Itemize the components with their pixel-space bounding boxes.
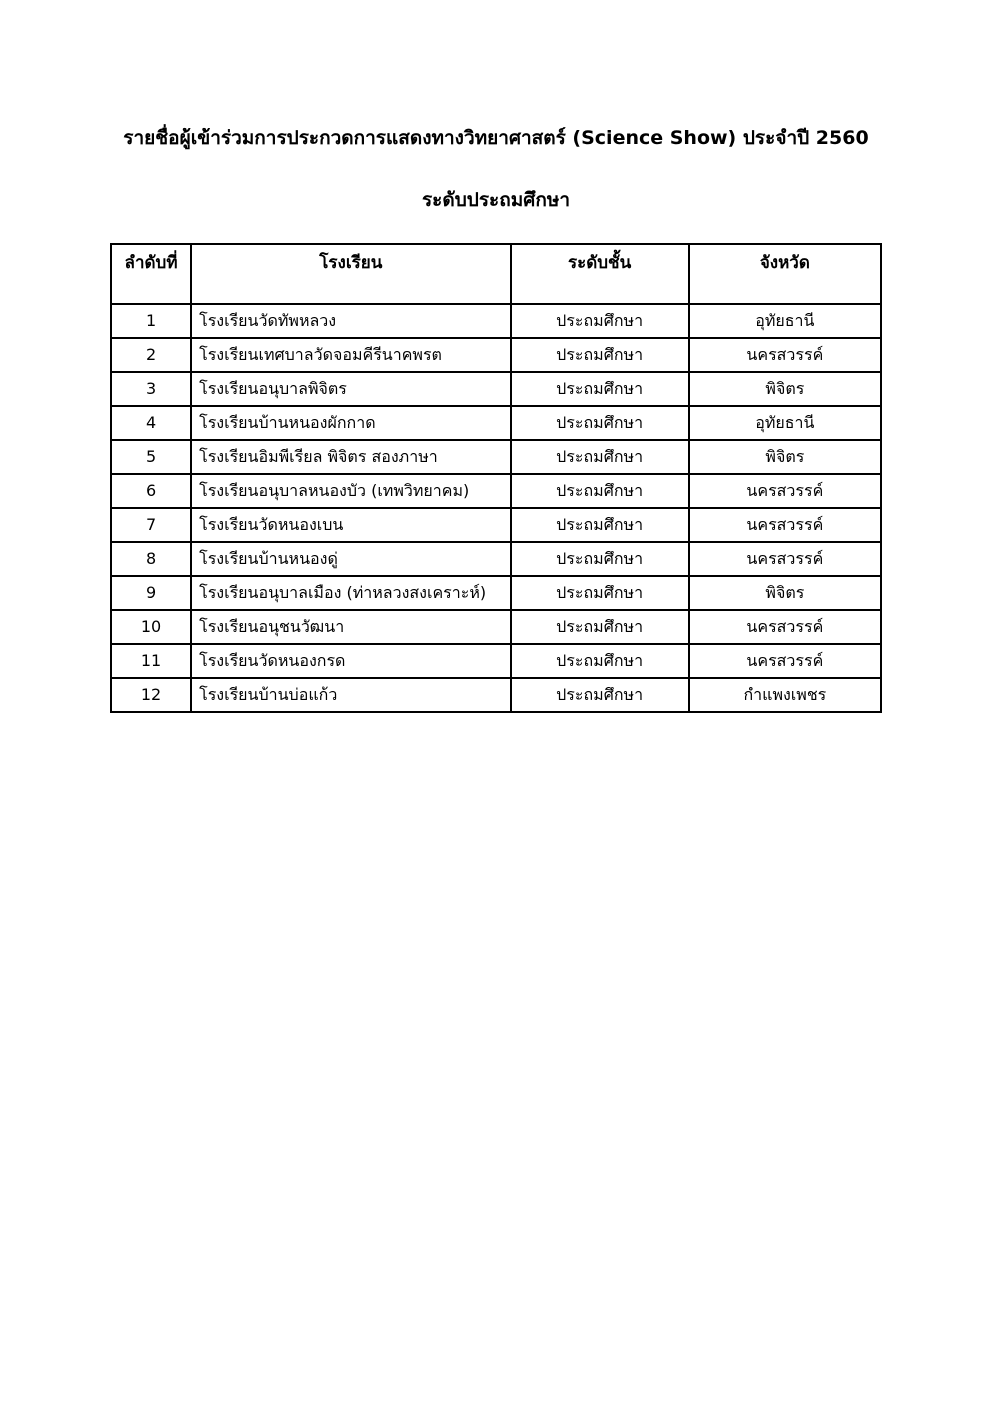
table-row (111, 440, 881, 474)
cell-number: 11 (111, 644, 191, 678)
table-row (111, 304, 881, 338)
table-row (111, 542, 881, 576)
cell-level: ประถมศึกษา (511, 508, 689, 542)
cell-school: โรงเรียนอนุชนวัฒนา (191, 610, 510, 644)
cell-number: 3 (111, 372, 191, 406)
header-school: โรงเรียน (191, 244, 510, 304)
cell-number: 5 (111, 440, 191, 474)
cell-province: อุทัยธานี (689, 406, 881, 440)
cell-school: โรงเรียนบ้านหนองผักกาด (191, 406, 510, 440)
cell-level: ประถมศึกษา (511, 644, 689, 678)
cell-province: นครสวรรค์ (689, 474, 881, 508)
cell-province: นครสวรรค์ (689, 644, 881, 678)
table-row (111, 678, 881, 712)
cell-province: นครสวรรค์ (689, 338, 881, 372)
cell-province: นครสวรรค์ (689, 542, 881, 576)
cell-level: ประถมศึกษา (511, 338, 689, 372)
cell-province: กำแพงเพชร (689, 678, 881, 712)
table-header-row (111, 244, 881, 304)
table-row (111, 406, 881, 440)
cell-level: ประถมศึกษา (511, 406, 689, 440)
cell-school: โรงเรียนเทศบาลวัดจอมคีรีนาคพรต (191, 338, 510, 372)
cell-province: พิจิตร (689, 576, 881, 610)
table-row (111, 474, 881, 508)
cell-school: โรงเรียนบ้านบ่อแก้ว (191, 678, 510, 712)
document-subtitle: ระดับประถมศึกษา (421, 189, 571, 211)
cell-province: อุทัยธานี (689, 304, 881, 338)
cell-level: ประถมศึกษา (511, 576, 689, 610)
cell-number: 2 (111, 338, 191, 372)
cell-level: ประถมศึกษา (511, 440, 689, 474)
cell-number: 8 (111, 542, 191, 576)
cell-school: โรงเรียนวัดทัพหลวง (191, 304, 510, 338)
cell-number: 7 (111, 508, 191, 542)
cell-number: 6 (111, 474, 191, 508)
cell-number: 1 (111, 304, 191, 338)
cell-level: ประถมศึกษา (511, 678, 689, 712)
cell-province: พิจิตร (689, 372, 881, 406)
cell-number: 4 (111, 406, 191, 440)
cell-number: 10 (111, 610, 191, 644)
table-row (111, 372, 881, 406)
header-level: ระดับชั้น (511, 244, 689, 304)
cell-school: โรงเรียนบ้านหนองดู่ (191, 542, 510, 576)
cell-level: ประถมศึกษา (511, 304, 689, 338)
cell-province: พิจิตร (689, 440, 881, 474)
cell-province: นครสวรรค์ (689, 610, 881, 644)
cell-province: นครสวรรค์ (689, 508, 881, 542)
header-number: ลำดับที่ (111, 244, 191, 304)
table-row (111, 576, 881, 610)
table-row (111, 338, 881, 372)
cell-level: ประถมศึกษา (511, 372, 689, 406)
cell-school: โรงเรียนวัดหนองกรด (191, 644, 510, 678)
participants-table (110, 243, 882, 713)
cell-number: 12 (111, 678, 191, 712)
cell-school: โรงเรียนอนุบาลพิจิตร (191, 372, 510, 406)
table-row (111, 644, 881, 678)
header-province: จังหวัด (689, 244, 881, 304)
cell-school: โรงเรียนอนุบาลหนองบัว (เทพวิทยาคม) (191, 474, 510, 508)
cell-school: โรงเรียนอนุบาลเมือง (ท่าหลวงสงเคราะห์) (191, 576, 510, 610)
table-row (111, 508, 881, 542)
cell-level: ประถมศึกษา (511, 474, 689, 508)
cell-school: โรงเรียนอิมพีเรียล พิจิตร สองภาษา (191, 440, 510, 474)
table-row (111, 610, 881, 644)
document-title: รายชื่อผู้เข้าร่วมการประกวดการแสดงทางวิทยาศาสตร์ (Science Show) ประจำปี 2560 (123, 127, 869, 149)
cell-school: โรงเรียนวัดหนองเบน (191, 508, 510, 542)
cell-number: 9 (111, 576, 191, 610)
cell-level: ประถมศึกษา (511, 542, 689, 576)
cell-level: ประถมศึกษา (511, 610, 689, 644)
